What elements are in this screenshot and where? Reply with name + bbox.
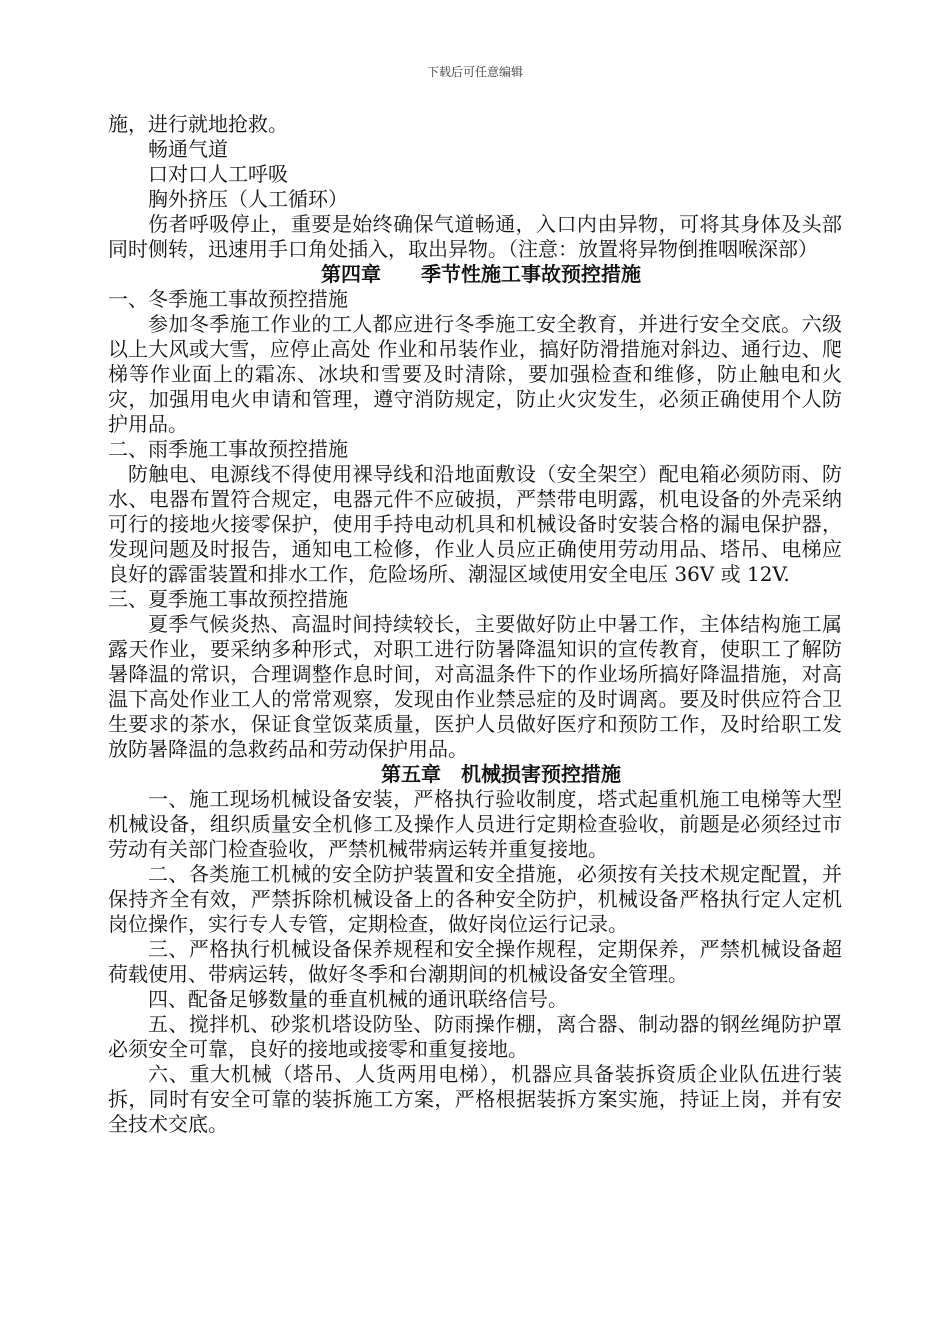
section-winter-body: 参加冬季施工作业的工人都应进行冬季施工安全教育，并进行安全交底。六级以上大风或大雪，应停止高处 作业和吊装作业，搞好防滑措施对斜边、通行边、爬梯等作业面上的霜冻、冰块和雪要及时清除，要加强检查和维修，防止触电和火灾，加强用电火申请和管理，遵守消防规定，防止火灾发生，必须正确使用个人防护用品。 [108,312,842,436]
list-item-chest-compression: 胸外挤压（人工循环） [148,187,348,211]
list-item-mouth-to-mouth: 口对口人工呼吸 [148,162,288,186]
chapter-5-item-4: 四、配备足够数量的垂直机械的通讯联络信号。 [148,987,568,1011]
paragraph-rescue-continued: 施，进行就地抢救。 [108,112,288,136]
document-body [108,112,842,1137]
chapter-5-item-3: 三、严格执行机械设备保养规程和安全操作规程，定期保养，严禁机械设备超荷载使用、带病运转，做好冬季和台潮期间的机械设备安全管理。 [108,937,842,986]
list-item-airway: 畅通气道 [148,137,228,161]
chapter-5-item-5: 五、搅拌机、砂浆机塔设防坠、防雨操作棚，离合器、制动器的钢丝绳防护罩必须安全可靠，良好的接地或接零和重复接地。 [108,1012,842,1061]
section-rainy-body: 防触电、电源线不得使用裸导线和沿地面敷设（安全架空）配电箱必须防雨、防水、电器布置符合规定，电器元件不应破损，严禁带电明露，机电设备的外壳采纳可行的接地火接零保护，使用手持电动机具和机械设备时安装合格的漏电保护器，发现问题及时报告，通知电工检修，作业人员应正确使用劳动用品、塔吊、电梯应良好的霹雷装置和排水工作，危险场所、潮湿区域使用安全电压 36V 或 12V. [108,462,842,586]
paragraph-breathing: 伤者呼吸停止，重要是始终确保气道畅通，入口内由异物，可将其身体及头部同时侧转，迅速用手口角处插入，取出异物。（注意：放置将异物倒推咽喉深部） [108,212,842,261]
section-winter-title: 一、冬季施工事故预控措施 [108,287,348,311]
section-rainy-title: 二、雨季施工事故预控措施 [108,437,348,461]
chapter-5-item-2: 二、各类施工机械的安全防护装置和安全措施，必须按有关技术规定配置，并保持齐全有效，严禁拆除机械设备上的各种安全防护，机械设备严格执行定人定机岗位操作，实行专人专管，定期检查，做好岗位运行记录。 [108,862,842,936]
chapter-4-title: 第四章 季节性施工事故预控措施 [321,262,641,286]
page-header: 下载后可任意编辑 [426,65,523,79]
chapter-5-title: 第五章 机械损害预控措施 [381,762,621,786]
section-summer-title: 三、夏季施工事故预控措施 [108,587,348,611]
chapter-5-item-1: 一、施工现场机械设备安装，严格执行验收制度，塔式起重机施工电梯等大型机械设备，组织质量安全机修工及操作人员进行定期检查验收，前题是必须经过市劳动有关部门检查验收，严禁机械带病运转并重复接地。 [108,787,842,861]
section-summer-body: 夏季气候炎热、高温时间持续较长，主要做好防止中暑工作，主体结构施工属露天作业，要采纳多种形式，对职工进行防暑降温知识的宣传教育，使职工了解防暑降温的常识，合理调整作息时间，对高温条件下的作业场所搞好降温措施，对高温下高处作业工人的常常观察，发现由作业禁忌症的及时调离。要及时供应符合卫生要求的茶水，保证食堂饭菜质量，医护人员做好医疗和预防工作，及时给职工发放防暑降温的急救药品和劳动保护用品。 [108,612,842,761]
chapter-5-item-6: 六、重大机械（塔吊、人货两用电梯），机器应具备装拆资质企业队伍进行装拆，同时有安全可靠的装拆施工方案，严格根据装拆方案实施，持证上岗，并有安全技术交底。 [108,1062,842,1136]
